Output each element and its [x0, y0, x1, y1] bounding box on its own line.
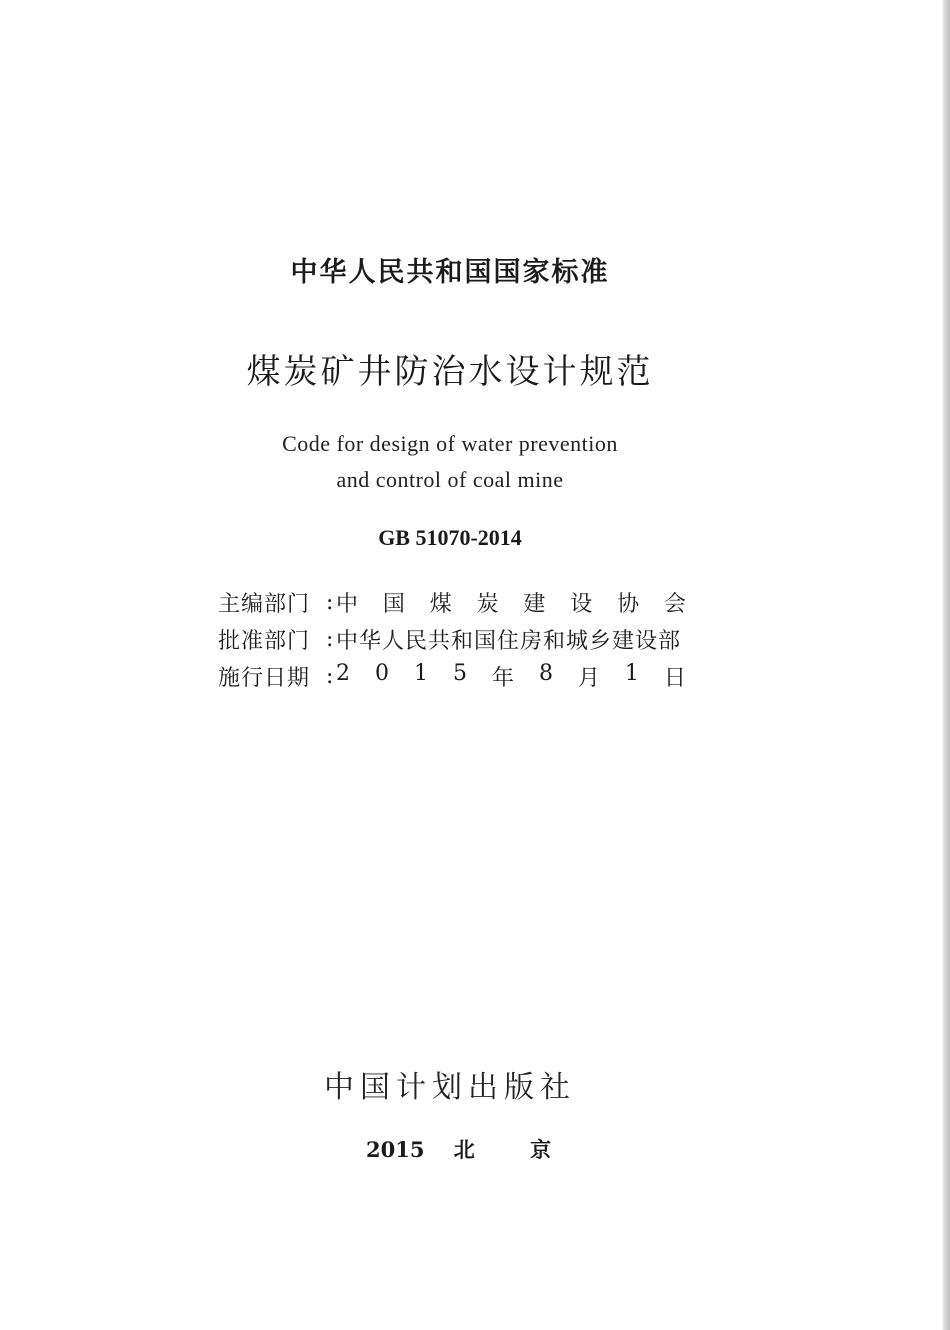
standard-number: GB 51070-2014: [378, 525, 522, 550]
date-char: 5: [452, 661, 467, 686]
editor-label: 主编部门: [218, 592, 311, 617]
imprint-city-second: 京: [530, 1137, 552, 1162]
chinese-title: 煤炭矿井防治水设计规范: [246, 352, 654, 392]
editor-char: 建: [523, 592, 546, 617]
imprint-line: [366, 1134, 551, 1164]
date-char: 1: [413, 661, 428, 686]
approver-value: 中华人民共和国住房和城乡建设部: [336, 629, 682, 654]
imprint-city-first: 北: [453, 1137, 475, 1162]
approver-row: [218, 621, 686, 658]
editor-char: 国: [382, 592, 405, 617]
date-char: 2: [336, 661, 350, 686]
effective-date-label: 施行日期: [218, 666, 311, 691]
editor-char: 炭: [476, 592, 499, 617]
editor-char: 煤: [429, 592, 452, 617]
english-title: [0, 426, 900, 498]
editor-char: 设: [570, 592, 593, 617]
approver-label: 批准部门: [218, 629, 311, 654]
editor-value: [336, 587, 686, 618]
effective-date-row: [218, 658, 686, 695]
date-char: 0: [374, 661, 389, 686]
english-title-line-1: Code for design of water prevention: [282, 431, 618, 456]
editor-char: 协: [617, 592, 640, 617]
publisher-name: 中国计划出版社: [324, 1070, 576, 1105]
date-char: 月: [577, 666, 600, 691]
english-title-line-2: and control of coal mine: [336, 467, 564, 492]
imprint-year: 2015: [366, 1137, 425, 1162]
scan-page-edge: [942, 0, 950, 1330]
approver-colon: :: [326, 627, 334, 652]
editor-colon: :: [326, 590, 334, 615]
date-char: 1: [624, 661, 639, 686]
editor-char: 中: [336, 592, 359, 617]
editor-char: 会: [663, 592, 686, 617]
editor-row: [218, 584, 686, 621]
effective-date-colon: :: [326, 664, 334, 689]
effective-date-value: [336, 661, 686, 692]
date-char: 8: [538, 661, 553, 686]
publication-info: [218, 584, 686, 695]
date-char: 日: [663, 666, 686, 691]
date-char: 年: [491, 666, 514, 691]
standard-series-title: 中华人民共和国国家标准: [290, 257, 610, 288]
